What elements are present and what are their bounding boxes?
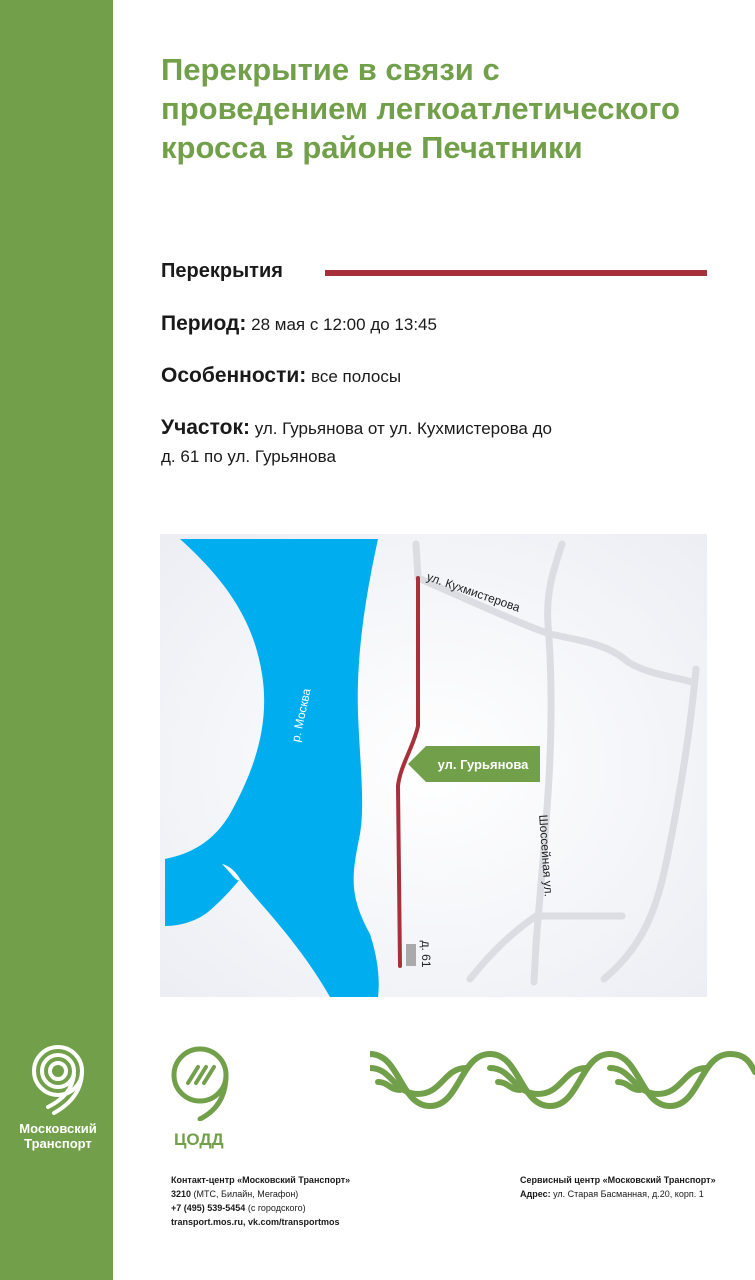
- contact-phone-long: +7 (495) 539-5454: [171, 1203, 246, 1213]
- service-center-heading: Сервисный центр «Московский Транспорт»: [520, 1175, 716, 1185]
- house-label: д. 61: [419, 940, 433, 968]
- moscow-transport-name-line2: Транспорт: [24, 1136, 92, 1151]
- house-marker: [406, 944, 416, 966]
- moscow-transport-emblem-icon: [26, 1045, 90, 1115]
- period-row: [161, 310, 581, 339]
- area-row: [161, 414, 581, 471]
- contact-center-block: [171, 1173, 350, 1229]
- contact-phone-long-note: (с городского): [247, 1203, 306, 1213]
- period-value: 28 мая с 12:00 до 13:45: [251, 315, 437, 334]
- area-value-line2: д. 61 по ул. Гурьянова: [161, 447, 336, 466]
- contact-center-heading: Контакт-центр «Московский Транспорт»: [171, 1175, 351, 1185]
- street-callout-label: ул. Гурьянова: [437, 757, 529, 772]
- codd-name: ЦОДД: [174, 1130, 224, 1149]
- service-address-value: ул. Старая Басманная, д.20, корп. 1: [553, 1189, 704, 1199]
- closure-legend-line: [325, 270, 707, 276]
- features-value: все полосы: [311, 367, 402, 386]
- codd-logo: [168, 1045, 238, 1150]
- decorative-waves: [370, 1042, 755, 1120]
- street-shosseynaya-label: Шоссейная ул.: [536, 814, 556, 898]
- brand-sidebar: [0, 0, 113, 1280]
- street-kukhmisterova-label: ул. Кухмистерова: [425, 569, 522, 615]
- moscow-transport-name-line1: Московский: [19, 1121, 97, 1136]
- contact-phone-short: 3210: [171, 1189, 192, 1199]
- closure-map: [160, 534, 707, 997]
- area-label: Участок:: [161, 416, 250, 439]
- period-label: Период:: [161, 312, 247, 335]
- area-value-line1: ул. Гурьянова от ул. Кухмистерова до: [254, 419, 552, 438]
- features-row: [161, 362, 581, 391]
- features-label: Особенности:: [161, 364, 307, 387]
- section-heading: Перекрытия: [161, 260, 283, 282]
- contact-phone-short-note: (МТС, Билайн, Мегафон): [193, 1189, 299, 1199]
- moscow-transport-logo: [12, 1045, 104, 1151]
- service-center-block: [520, 1173, 716, 1201]
- codd-emblem-icon: [168, 1045, 232, 1121]
- road-gurianova-north: [416, 544, 418, 578]
- river-label: р. Москва: [288, 687, 314, 744]
- contact-web-links[interactable]: transport.mos.ru, vk.com/transportmos: [171, 1217, 340, 1227]
- page-title: Перекрытие в связи с проведением легкоатлетического кросса в районе Печатники: [161, 52, 680, 165]
- service-address-label: Адрес:: [520, 1189, 551, 1199]
